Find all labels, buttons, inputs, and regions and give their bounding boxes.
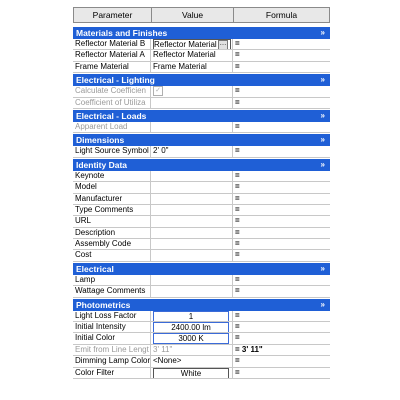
section-title: Photometrics bbox=[76, 299, 131, 310]
parameter-name: Description bbox=[73, 228, 151, 238]
value-field[interactable]: 1 bbox=[153, 311, 229, 321]
value-cell[interactable] bbox=[151, 146, 233, 156]
value-cell[interactable] bbox=[151, 250, 233, 260]
value-cell[interactable] bbox=[151, 356, 233, 366]
parameter-name: Reflector Material A bbox=[73, 50, 151, 60]
section-header[interactable] bbox=[73, 109, 330, 122]
parameter-name: Color Filter bbox=[73, 368, 151, 378]
value-cell[interactable] bbox=[151, 62, 233, 72]
formula-cell[interactable]: = bbox=[235, 216, 240, 226]
browse-icon[interactable]: … bbox=[218, 40, 228, 49]
value-cell[interactable] bbox=[151, 39, 233, 49]
parameter-name: Coefficient of Utiliza bbox=[73, 98, 151, 108]
value-cell[interactable] bbox=[151, 275, 233, 285]
formula-cell[interactable]: = bbox=[235, 121, 240, 131]
table-row bbox=[73, 345, 330, 356]
collapse-chevron-icon[interactable]: » bbox=[320, 75, 325, 85]
formula-cell[interactable]: = bbox=[235, 97, 240, 107]
parameter-name: Type Comments bbox=[73, 205, 151, 215]
section-title: Identity Data bbox=[76, 159, 128, 170]
parameter-name: Light Loss Factor bbox=[73, 311, 151, 321]
formula-cell[interactable]: = bbox=[235, 39, 240, 48]
parameter-name: Keynote bbox=[73, 171, 151, 181]
parameter-column-header[interactable]: Parameter bbox=[74, 8, 152, 22]
formula-cell[interactable]: = bbox=[235, 86, 240, 96]
table-row bbox=[73, 98, 330, 109]
section-header[interactable] bbox=[73, 262, 330, 275]
value-cell[interactable] bbox=[151, 98, 233, 108]
material-field[interactable] bbox=[153, 39, 231, 49]
value-cell[interactable] bbox=[151, 205, 233, 215]
parameter-name: Frame Material bbox=[73, 62, 151, 72]
formula-cell[interactable]: = 3' 11" bbox=[235, 344, 263, 354]
section-title: Electrical bbox=[76, 263, 114, 274]
section-header[interactable] bbox=[73, 133, 330, 146]
formula-cell[interactable]: = bbox=[235, 250, 240, 260]
table-row bbox=[73, 286, 330, 297]
value-text: <None> bbox=[153, 356, 182, 366]
collapse-chevron-icon[interactable]: » bbox=[320, 110, 325, 120]
value-cell[interactable] bbox=[151, 50, 233, 60]
parameter-name: Reflector Material B bbox=[73, 39, 151, 49]
formula-cell[interactable]: = bbox=[235, 227, 240, 237]
value-column-header[interactable]: Value bbox=[152, 8, 234, 22]
formula-cell[interactable]: = bbox=[235, 286, 240, 296]
table-row bbox=[73, 205, 330, 216]
parameter-name: Lamp bbox=[73, 275, 151, 285]
table-row bbox=[73, 171, 330, 182]
formula-cell[interactable]: = bbox=[235, 239, 240, 249]
value-cell[interactable] bbox=[151, 345, 233, 355]
formula-cell[interactable]: = bbox=[235, 182, 240, 192]
parameter-name: Emit from Line Lengt bbox=[73, 345, 151, 355]
table-header bbox=[73, 7, 330, 23]
table-row bbox=[73, 194, 330, 205]
table-body bbox=[73, 26, 330, 379]
table-row bbox=[73, 250, 330, 261]
section-header[interactable] bbox=[73, 73, 330, 86]
parameter-name: Calculate Coefficien bbox=[73, 86, 151, 96]
collapse-chevron-icon[interactable]: » bbox=[320, 135, 325, 145]
value-cell[interactable] bbox=[151, 286, 233, 296]
formula-cell[interactable]: = bbox=[235, 356, 240, 366]
table-row bbox=[73, 322, 330, 333]
formula-cell[interactable]: = bbox=[235, 193, 240, 203]
section-title: Dimensions bbox=[76, 135, 125, 146]
parameter-name: URL bbox=[73, 216, 151, 226]
formula-cell[interactable]: = bbox=[235, 146, 240, 156]
value-text: Frame Material bbox=[153, 61, 207, 71]
section-title: Materials and Finishes bbox=[76, 28, 168, 38]
parameter-name: Manufacturer bbox=[73, 194, 151, 204]
parameter-name: Initial Color bbox=[73, 333, 151, 343]
value-cell[interactable] bbox=[151, 228, 233, 238]
value-cell[interactable] bbox=[151, 368, 233, 378]
formula-cell[interactable]: = bbox=[235, 274, 240, 284]
formula-cell[interactable]: = bbox=[235, 367, 240, 377]
parameter-name: Dimming Lamp Color bbox=[75, 356, 151, 366]
value-text: 3' 11" bbox=[153, 344, 173, 354]
formula-cell[interactable]: = bbox=[235, 204, 240, 214]
formula-column-header[interactable]: Formula bbox=[265, 10, 298, 20]
collapse-chevron-icon[interactable]: » bbox=[320, 159, 325, 169]
table-row bbox=[73, 50, 330, 61]
parameter-name: Assembly Code bbox=[73, 239, 151, 249]
collapse-chevron-icon[interactable]: » bbox=[320, 299, 325, 309]
value-cell[interactable] bbox=[151, 333, 233, 343]
parameter-name: Wattage Comments bbox=[73, 286, 151, 296]
table-row bbox=[73, 356, 330, 367]
parameter-name: Model bbox=[73, 182, 151, 192]
table-row bbox=[73, 146, 330, 157]
value-cell[interactable] bbox=[151, 322, 233, 332]
value-cell[interactable] bbox=[151, 239, 233, 249]
parameter-name: Light Source Symbol bbox=[73, 146, 151, 156]
section-header[interactable] bbox=[73, 298, 330, 311]
formula-cell[interactable]: = bbox=[235, 50, 240, 60]
formula-cell[interactable]: = bbox=[235, 170, 240, 180]
table-row bbox=[73, 333, 330, 344]
formula-cell[interactable]: = bbox=[235, 61, 240, 71]
formula-cell[interactable]: = bbox=[235, 322, 240, 332]
material-value: Reflector Material bbox=[154, 40, 217, 49]
table-row bbox=[73, 216, 330, 227]
collapse-chevron-icon[interactable]: » bbox=[320, 263, 325, 273]
value-cell[interactable] bbox=[151, 311, 233, 321]
value-cell[interactable] bbox=[151, 216, 233, 226]
value-cell[interactable] bbox=[151, 86, 233, 96]
value-cell[interactable] bbox=[151, 171, 233, 181]
table-row bbox=[73, 39, 330, 50]
value-field[interactable]: White bbox=[153, 368, 229, 378]
table-row bbox=[73, 182, 330, 193]
value-cell[interactable] bbox=[151, 182, 233, 192]
table-row bbox=[73, 239, 330, 250]
value-field[interactable]: 2400.00 lm bbox=[153, 322, 229, 332]
section-title: Electrical - Lighting bbox=[76, 75, 155, 86]
section-title: Electrical - Loads bbox=[76, 110, 147, 121]
table-row bbox=[73, 228, 330, 239]
value-field[interactable]: 3000 K bbox=[153, 333, 229, 343]
value-cell[interactable] bbox=[151, 194, 233, 204]
parameter-name: Initial Intensity bbox=[73, 322, 151, 332]
formula-cell[interactable]: = bbox=[235, 333, 240, 343]
table-row bbox=[73, 86, 330, 97]
parameter-name: Apparent Load bbox=[73, 122, 151, 132]
section-header[interactable] bbox=[73, 26, 330, 39]
type-parameters-table bbox=[73, 7, 330, 379]
parameter-name: Cost bbox=[73, 250, 151, 260]
formula-cell[interactable]: = bbox=[235, 310, 240, 320]
table-row bbox=[73, 122, 330, 133]
table-row bbox=[73, 311, 330, 322]
checkbox[interactable]: ✓ bbox=[153, 86, 163, 96]
value-text: Reflector Material bbox=[153, 50, 216, 60]
table-row bbox=[73, 62, 330, 73]
section-header[interactable] bbox=[73, 158, 330, 171]
table-row bbox=[73, 368, 330, 379]
table-row bbox=[73, 275, 330, 286]
collapse-chevron-icon[interactable]: » bbox=[320, 28, 325, 37]
value-text: 2' 0" bbox=[153, 146, 169, 156]
value-cell[interactable] bbox=[151, 122, 233, 132]
